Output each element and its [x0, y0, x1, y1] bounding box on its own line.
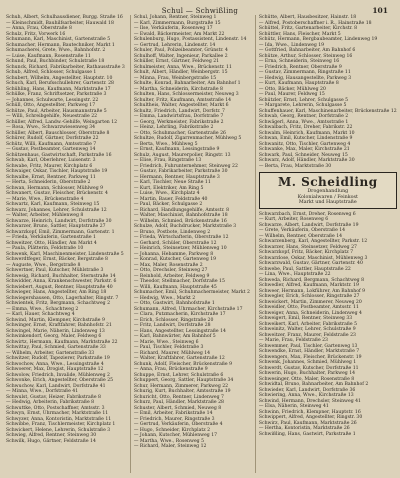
directory-entry: Schwanke, Max, Maler, Kirchstraße 21: [258, 147, 350, 152]
directory-entry: Schulhoff, Walter, Ingenieur, Parkallee 2: [133, 53, 228, 59]
directory-entry: — Emma, Landwirtsfrau, Dorfstraße 7: [133, 114, 224, 119]
directory-entry: Schulenburg, Hugo, Postassistent, Lindenstr. 14: [133, 37, 247, 42]
directory-entry: Schwoerer, Max, Drogist, Hauptstraße 12: [6, 367, 104, 372]
directory-entry: Schwedler, Alfred, Kaufmann, Marktstr. 19: [258, 283, 359, 288]
directory-entry: — Herta, Schneiderin, Oberstraße 2: [6, 180, 91, 185]
directory-entry: Schüller, Ernst, Gärtner, Feldweg 21: [133, 59, 220, 64]
directory-entry: — Johannes, Schulwarte, Lessingstr. 22: [6, 97, 99, 103]
directory-entry: Schwarzlose, Oskar, Maschinist, Mühlenweg 3: [258, 255, 368, 261]
ad-line: Kolonialwaren / Feinkost: [297, 194, 358, 200]
column-2: [130, 15, 250, 473]
directory-entry: — Lina, Wwe., Hauptstraße 22: [258, 272, 331, 277]
directory-entry: Schwarzer, Bruno, Sattler, Hauptstraße 27: [6, 224, 106, 229]
directory-entry: Schunk, Adolf, Fleischer, Brückenstraße 9: [133, 361, 233, 367]
directory-entry: — Georg, Werkmeister, Fabrikstraße 2: [133, 119, 224, 125]
directory-entry: — Willi, Kaufmann, Hauptstraße 45: [133, 284, 217, 290]
directory-entry: Schützler, Ernst, Lehrer, Schulgasse 5: [258, 97, 349, 103]
directory-entry: Schwesig, Richard, Buchhalter, Sternstraße 14: [6, 273, 116, 279]
directory-entry: Schweiger, Anna, Schneiderin, Lindenweg 4: [258, 310, 362, 316]
directory-entry: — Grete, Verkäuferin, Oberstraße 14: [258, 228, 346, 233]
directory-entry: Schuppe, Ernst, Lehrer, Schulstraße 6: [133, 372, 224, 378]
directory-entry: — Hugo, Schneider, Kirchplatz 2: [133, 427, 211, 433]
directory-entry: — Emil, Arbeiter, Fabrikstraße 14: [133, 411, 213, 416]
directory-entry: Schwarzbach, Ernst, Dreher, Rosenweg 6: [258, 211, 356, 217]
running-title: Schul — Schwißling: [161, 7, 239, 15]
directory-entry: Schulte, Konrad, Bahnarbeiter, Am Bahnhof 1: [133, 81, 241, 86]
directory-entry: Schuppert, Georg, Sattler, Hauptstraße 34: [133, 378, 234, 383]
directory-entry: Schweer, Hermann, Lokführer, Am Bahnhof 9: [258, 288, 366, 294]
directory-entry: — Paula, Plätterin, Feldstraße 10: [6, 246, 84, 251]
directory-entry: Schwilk, Hugo, Gärtner, Feldstraße 14: [6, 438, 96, 444]
directory-entry: — Alfred, Postoberschaffner i. R., Hainstraße 18: [258, 20, 372, 26]
directory-entry: — Karl, Bahnwärter, Am Bahnhof 5: [133, 334, 216, 339]
directory-entry: Schwarz, Johannes, Lehrer, Schulstraße 12: [6, 207, 107, 213]
directory-entry: Schwientek, Fritz, Bergmann, Schachtweg 2: [6, 301, 110, 306]
directory-entry: Schunck, Richard, Fabrikarbeiter, Rathausstraße 3: [6, 64, 125, 70]
directory-entry: Schwind, Martin, Klempner, Kirchstraße 9: [6, 317, 105, 323]
directory-entry: Schulten, Hans, Schlossermeister, Neuweg 3: [133, 92, 239, 97]
directory-entry: Schwenk, Karl, Maschinenmeister, Lindenstraße 5: [6, 251, 124, 257]
directory-entry: Schütz, Hermann, Bergbaubeamter, Lindenweg 19: [258, 37, 378, 42]
directory-entry: — Max, Maler, Rosenstraße 2: [133, 262, 203, 268]
directory-entry: — Clara, Putzmacherin, Kirchstraße 17: [133, 312, 226, 317]
column-3: [255, 15, 397, 473]
directory-entry: Schüttel, Fritz, Gartenarbeiter, Kirchstr. 8: [258, 26, 358, 31]
directory-entry: — Marie, Wwe., Brückenstraße 4: [6, 196, 84, 202]
directory-entry: Schulmeister, Anna, Wwe., Brückenstr. 11: [133, 64, 232, 70]
directory-entry: — Kurt, Arbeiter, Rosenweg 6: [258, 217, 329, 222]
directory-entry: Schwark, Paul, Schneider, Neuweg 15: [258, 152, 348, 158]
directory-entry: — Marie, Wwe., Steinweg 6: [133, 339, 199, 345]
directory-entry: — Fritz, Landwirt, Dorfstraße 28: [133, 323, 211, 328]
directory-entry: Schwarz, Adolf, Händler, Marktstraße 30: [258, 158, 355, 163]
directory-entry: — Gerhard, Schüler, Oberstraße 12: [133, 240, 217, 246]
directory-entry: Schumacher, Hermann, Bautechniker, Markt 1: [6, 42, 115, 48]
directory-entry: Schwuttke, Otto, Postschaffner, Amtsstr. 3: [6, 405, 105, 411]
directory-entry: Schwieder, Karl, Landwirt, Dorfstraße 36: [258, 387, 356, 393]
directory-entry: Schüller, Albert, Bauschlosser, Oberstraße 8: [6, 130, 110, 136]
directory-entry: — Berta, Wwe., Mühlweg 5: [133, 141, 198, 147]
directory-entry: Schul, Johann, Rentner, Steinweg 1: [133, 15, 217, 20]
directory-entry: — Richard, Handlungsgehilfe, Amtsstr. 8: [133, 207, 229, 213]
directory-entry: Schwulst, Gustav, Heizer, Fabrikstraße 8: [6, 394, 101, 400]
directory-entry: — Willi, Schreibgehilfe, Neuestraße 22: [6, 114, 98, 119]
directory-entry: — Gustav, Zimmermann, Ringstraße 11: [258, 70, 351, 75]
directory-entry: Schuh, Albert, Schulhausdiener, Burgg. Straße 16: [6, 15, 123, 20]
directory-entry: Schweidler, Otto, Postbeamter, Amtsstr. 11: [258, 305, 359, 310]
directory-entry: — Karl, Tischler, Neue Straße 11: [133, 180, 211, 185]
directory-entry: Schwarzwald, Gustav, Gärtner, Gartenstr. 40: [258, 261, 363, 266]
directory-entry: Schwittay, Paul, Schmied, Gartenstraße 33: [6, 345, 106, 350]
directory-entry: — Friedrich, Maurer, Ringstraße 3: [133, 416, 215, 422]
page-number: 101: [372, 6, 388, 15]
directory-entry: — Kurt, Elektriker, Am Ring 5: [133, 185, 204, 191]
directory-entry: Schumann, Karl, Maschinist, Gartenstraße 5: [6, 37, 111, 42]
directory-entry: Schürer, Rudolf, Gärtner, Dorfstraße 22: [6, 136, 99, 141]
directory-entry: Schweitzer, Franz, Maurer, Feldstraße 23: [258, 332, 356, 338]
directory-entry: — Heinz, Lehrling, Fabrikstraße 2: [133, 125, 214, 130]
directory-entry: Schuffenhauer, Karl, Maschinenarbeiter, Brückenstraße 12: [258, 108, 397, 114]
directory-entry: Schwanert, Gustav, Fleischer, Brückenstr. 4: [6, 191, 108, 196]
directory-entry: — Paul, Bäcker, Schulgasse 2: [133, 202, 203, 207]
directory-entry: Schwengers, Max, Fleischer, Brückenstr. 19: [258, 354, 362, 360]
directory-entry: Schütze, Paul, Arbeiter, Hausmannstraße 5: [6, 108, 107, 114]
directory-entry: Schwarzkopf, Emil, Zimmermann, Gartenstr. 1: [6, 229, 115, 235]
directory-entry: Schwertner, Paul, Kutscher, Mühlstraße 3: [6, 268, 104, 273]
directory-entry: — Auguste, Wwe., Bergstraße 8: [6, 262, 81, 268]
directory-entry: — Anna, Frau, Brückenstraße 9: [133, 367, 208, 372]
directory-entry: Schwab, Karl, Oberlehrer, Luisenstr. 3: [6, 158, 96, 163]
directory-entry: — Otto, Drechsler, Steinweg 27: [133, 268, 208, 273]
directory-entry: Schwind, Hermann, Drechsler, Steinweg 41: [258, 398, 361, 404]
directory-entry: Schumacher, Emil, Schuhmachermeister, Markt 2: [133, 290, 250, 295]
directory-entry: — Elise, Frau, Ringstraße 13: [133, 158, 202, 163]
directory-entry: Schwingel, Marie, Näherin, Lindenweg 13: [6, 328, 105, 334]
directory-entry: Schülke, Franz, Schriftsetzer, Parkstraße 3: [6, 92, 107, 97]
directory-entry: — Hedwig, Arbeiterin, Fabrikstraße 8: [6, 400, 95, 405]
directory-entry: — Hertha, Kontoristin, Marktstraße 26: [258, 426, 350, 431]
directory-entry: Schwuchow, Karl, Landwirt, Dorfstraße 41: [6, 383, 106, 389]
directory-entry: — Ida, Wwe., Lindenweg 19: [258, 42, 325, 48]
directory-entry: Schumacherei, Grete, Wwe., Bahnhofstr. 2: [6, 48, 106, 53]
directory-entry: Schwyn, Ernst, Uhrmacher, Marktstraße 11: [6, 411, 109, 416]
directory-entry: — Reinhold, Arbeiter, Feldweg 9: [133, 273, 210, 279]
directory-entry: — Johanna, Hebamme, Parkweg 8: [133, 251, 214, 257]
directory-entry: — Ernst, Kaufmann, Lessingstraße 9: [133, 147, 220, 152]
directory-entry: — Gertrud, Verkäuferin, Oberstraße 4: [133, 422, 223, 427]
directory-entry: — Emma, Wwe., Schachtweg 2: [6, 306, 79, 312]
directory-entry: Schultheis, Walter, Angestellter, Markt 6: [133, 103, 229, 108]
directory-entry: — Wilhelm, Rentner, Oberstraße 14: [258, 233, 343, 239]
directory-entry: Schurig, Kurt, Buchhalter, Amtsstraße 19: [133, 389, 231, 394]
directory-entry: — Paul, Tischler, Feldstraße 3: [133, 345, 204, 350]
directory-entry: Schütte, Albert, Hausbesitzer, Hainstr. 18: [258, 15, 357, 20]
directory-entry: — Karl, Hauer, Schachtweg 4: [6, 312, 75, 317]
directory-entry: Schweikert, Karl, Arbeiter, Fabrikstraße 5: [258, 321, 358, 327]
directory-entry: Schwarzkopf, Fritz, Bäcker, Kirchplatz 7: [258, 250, 354, 255]
directory-entry: — Otto, Schuhmacher, Gartenstraße 26: [133, 130, 226, 136]
directory-entry: — Luise, Wwe., Kirchplatz 4: [133, 191, 200, 196]
directory-entry: Schwinger, Ernst, Kraftfahrer, Bahnhofstr. 21: [6, 323, 112, 328]
directory-entry: — Hans, Angestellter, Lessingstraße 14: [133, 328, 226, 334]
directory-entry: Schwägerl, Anna, Wwe., Amtsstraße 1: [258, 119, 349, 125]
directory-entry: Schurz, Paul, Händler, Marktstraße 28: [133, 400, 224, 405]
directory-entry: Schwieger, Hans, Angestellter, Am Ring 18: [6, 290, 107, 295]
directory-entry: — Minna, Wwe., Dorfstraße 41: [6, 389, 79, 394]
directory-entry: — Elsa, Näherin, Steinweg 41: [258, 404, 329, 409]
directory-entry: Schwidder, Anna, Krankenschwester, Parkstr. 6: [6, 279, 117, 284]
directory-entry: Schwan, Hermann, Schlosser, Mühlweg 9: [6, 185, 104, 191]
directory-entry: Schüttler, Hans, Fleischer, Markt 5: [258, 31, 341, 37]
directory-entry: Schwiegershausen, Otto, Lagerhalter, Ringstr. 7: [6, 295, 119, 301]
directory-entry: — Kleinschmidt, Bauhilfsarbeiter, Hauwald 18: [6, 20, 114, 26]
directory-entry: — Theodor, Stellmacher, Dorfstraße 15: [133, 279, 225, 284]
column-1: [6, 15, 125, 473]
directory-entry: Schwyzer, Anna, Kontoristin, Marktstraße 11: [6, 416, 112, 422]
directory-entry: Schütze, Arthur, Schlosser, Steinweg 16: [258, 53, 353, 59]
directory-entry: — Gottfried, Bahnarbeiter, Am Bahnhof 6: [258, 48, 356, 53]
directory-entry: Schwanitz, Otto, Tischler, Gartenweg 4: [258, 141, 351, 147]
directory-entry: Schütz, Willi, Kaufmann, Amtsstraße 7: [6, 141, 97, 147]
directory-entry: — Hedwig, Wwe., Markt 2: [133, 295, 196, 301]
ad-line: Drogenhandlung: [307, 189, 349, 194]
directory-entry: Schubert, Wilhelm, Angestellter, Hauptstr. 10: [6, 75, 113, 81]
directory-entry: — Ilse, Verkäuferin, Rosenweg 17: [133, 26, 213, 31]
directory-entry: Schwabe, Fritz, Maurer, Kirchplatz 6: [6, 163, 93, 169]
directory-entry: — Konrad, Kutscher, Gartenweg 19: [133, 257, 217, 262]
directory-entry: — Minna, Frau, Weinbergstraße 15: [133, 75, 217, 81]
directory-entry: — Heinrich, Steinsetzer, Mühlenweg 10: [133, 246, 227, 251]
directory-entry: — Gustav, Postbeamter, Gartenweg 14: [6, 147, 96, 152]
directory-entry: — Karl, Zimmermann, Burgstraße 15: [133, 20, 221, 26]
directory-entry: Schwickert, Helene, Lehrerin, Schulstraße 3: [6, 427, 111, 433]
directory-entry: Schwarze, Heinrich, Landwirt, Dorfstraße 30: [6, 218, 112, 224]
directory-entry: Schwan, Emil, Kutscher, Lindenstraße 9: [258, 136, 353, 141]
directory-entry: Schwesinger, Otto, Maler, Rosenstraße 8: [258, 376, 355, 382]
directory-entry: Schur, Hermann, Zimmerer, Parkweg 22: [133, 383, 229, 389]
columns-container: [6, 15, 397, 473]
directory-entry: Schützenhaus, Gastwirtschaft, Parkstraße 16: [6, 152, 112, 158]
directory-entry: Schweitzer, Otto, Händler, Am Markt 4: [6, 240, 97, 246]
directory-entry: Schwarze, Albert, Landwirt, Dorfstraße 19: [258, 222, 359, 228]
directory-entry: Schwegler, Erich, Schlosser, Ringstraße 27: [258, 294, 360, 299]
directory-entry: Schulze, Adolf, Buchdrucker, Marktstraße 3: [133, 224, 237, 229]
directory-entry: Schwidtal, Bruno, Bahnarbeiter, Am Bahnhof 2: [258, 382, 369, 387]
directory-entry: — Walter, Kraftfahrer, Gartenstraße 12: [133, 356, 225, 361]
directory-entry: Schuler, Paul, Polizeibeamter, Grünstr. 4: [133, 48, 228, 53]
directory-entry: Schwiebert, August, Rentner, Hauptstraße 40: [6, 284, 113, 290]
directory-entry: Schwinkendorf, Georg, Maler, Feldweg 6: [6, 334, 102, 339]
directory-entry: — Hedwig, Hausangestellte, Parkweg 3: [258, 75, 352, 81]
directory-entry: — Ewald, Bäckermeister, Am Markt 22: [133, 31, 225, 37]
directory-entry: — Richard, Maurer, Mühlweg 14: [133, 350, 211, 356]
directory-entry: Schulter, Fritz, Kaufmann, Amtsstraße 14: [133, 97, 232, 103]
directory-entry: Schwippert, Alfred, Angestellter, Ringstr. 30: [258, 415, 363, 420]
directory-entry: Schwieg, Alfred, Rentner, Steinweg 30: [6, 433, 97, 438]
directory-entry: — Martha, Wwe., Rosenweg 5: [133, 438, 204, 444]
directory-entry: — Anna, Frau, Oberstraße 8: [6, 26, 72, 31]
directory-entry: Schwartz, Karl, Kaufmann, Steinweg 15: [6, 202, 100, 207]
directory-entry: Schweickert, Martin, Zimmerer, Neuweg 20: [258, 299, 362, 305]
directory-entry: — Paul, Maurer, Feldweg 15: [258, 92, 325, 97]
directory-entry: Schuch, Karl, Berufsschullehrer, Gartenstr. 28: [6, 81, 114, 86]
directory-entry: — Richard, Maler, Steinweg 12: [133, 444, 207, 449]
directory-entry: Schwaiger, Oskar, Tischler, Hauptstraße 19: [6, 169, 108, 174]
directory-entry: Schultze, Rudolf, Zigarrenmacher, Mühlweg 5: [133, 136, 242, 141]
directory-entry: Schwarzer, Hans, Steinsetzer, Feldweg 27: [258, 244, 357, 250]
directory-entry: Schwißling, Hans, Gastwirt, Parkstraße 1: [258, 431, 356, 437]
directory-entry: — Friedrich, Rentner, Oberstraße 9: [258, 64, 342, 70]
directory-entry: — Gertrud, Lehrerin, Lindenstr. 14: [133, 42, 216, 48]
directory-entry: — Erich, Schlosser, Ringstraße 20: [133, 317, 214, 323]
directory-entry: Schwinn, Friedrich, Klempner, Hauptstr. 16: [258, 409, 361, 415]
directory-entry: — Walter, Maschinist, Bahnhofstraße 18: [133, 213, 228, 218]
directory-entry: Schüll, Otto, Angestellter, Parkweg 17: [6, 103, 96, 108]
directory-entry: — Bruno, Postbote, Lindenweg 2: [133, 229, 211, 235]
directory-entry: — Martin, Bauer, Feldstraße 40: [133, 196, 208, 202]
directory-entry: — Kurt, Kaufmann, Hauptstraße 8: [258, 81, 339, 86]
directory-entry: Schweigert, Emil, Rentner, Steinweg 33: [258, 316, 353, 321]
directory-entry: — Martha, Schneiderin, Kirchstraße 8: [133, 86, 223, 92]
directory-entry: — Gustav, Fabrikarbeiter, Parkstraße 30: [133, 169, 228, 174]
directory-entry: — Hermann, Rentner, Hauptstraße 3: [133, 174, 220, 180]
directory-entry: Schwenk, Johannes, Schmied, Mühlweg 1: [258, 360, 357, 365]
directory-entry: — Erna, Schneiderin, Steinweg 16: [258, 59, 340, 64]
directory-entry: Schwitzer, Rudolf, Tapezierer, Parkstraße 19: [6, 356, 110, 361]
directory-entry: Schwonke, Erich, Angestellter, Oberstraße 25: [6, 378, 114, 383]
directory-entry: Schwerdtfeger, Ernst, Bäcker, Bergstraße 8: [6, 257, 108, 262]
directory-entry: — Otto, Bäcker, Mühlweg 20: [258, 86, 326, 92]
advertisement-box: [259, 172, 397, 209]
directory-entry: — Berta, Frau, Marktstraße 30: [258, 163, 332, 169]
directory-entry: Schwalbach, Fritz, Dreher, Fabrikstr. 22: [258, 125, 353, 130]
directory-entry: Schwab, Georg, Rentner, Dorfstraße 2: [258, 114, 349, 119]
directory-entry: Schwirz, Paul, Kaufmann, Marktstraße 26: [258, 420, 357, 426]
directory-entry: Schüller, Alfred, Landw.-Gehilfe, Weingarten 12: [6, 119, 118, 125]
page-header: [0, 2, 400, 16]
directory-entry: Schwerin, Hugo, Buchhalter, Parkweg 14: [258, 371, 356, 376]
directory-entry: — Wilhelm, Schmied, Brückenstraße 16: [133, 218, 227, 224]
directory-entry: Schwibbe, Franz, Tischlermeister, Kirchplatz 1: [6, 422, 116, 427]
directory-entry: Schwerdt, Gustav, Kutscher, Dorfstraße 11: [258, 365, 359, 371]
directory-entry: Schwarzenberg, Karl, Angestellter, Parkstr. 12: [258, 239, 368, 244]
directory-entry: Schund, Paul, Buchbinder, Schulstraße 18: [6, 59, 105, 64]
directory-entry: Schwalbe, Ernst, Rentner, Parkweg 11: [6, 174, 96, 180]
directory-entry: Schwochow, Anna, Wwe., Lessingstraße 4: [6, 361, 104, 367]
directory-entry: — Rosa, Wwe., Schwarzwiesenweg 34: [6, 125, 96, 130]
directory-entry: Schub, Alfred, Schlosser, Schulgasse 1: [6, 70, 97, 75]
directory-entry: Schwendke, Ernst, Händler, Marktstraße 7: [258, 349, 360, 354]
directory-entry: — Frieda, Verkäuferin, Gartenstraße 1: [6, 235, 96, 240]
directory-entry: Schumann, Alfred, Uhrmacher, Kirchstraße 17: [133, 306, 243, 312]
directory-entry: Schwebe, Paul, Sattler, Hauptstraße 22: [258, 266, 351, 272]
directory-entry: — Walter, Arbeiter, Mühlenweg 8: [6, 213, 84, 218]
directory-entry: Schulz, Fritz, Vorwerk 16: [6, 31, 66, 37]
directory-entry: — Luise, Kaufmann, Rosenstraße 11: [6, 53, 91, 59]
directory-entry: Schwemmer, Paul, Tischler, Gartenweg 13: [258, 343, 358, 349]
directory-entry: — Friedrich, Fuhrunternehmer, Steinweg 22: [133, 163, 238, 169]
directory-entry: Schultz, Friedrich, Landwirt, Dorfstr. 7: [133, 108, 225, 114]
directory-entry: — Margarete, Lehrerin, Schulgasse 5: [258, 103, 347, 108]
directory-entry: Schweda, Richard, Bergmann, Schachtweg 8: [258, 277, 364, 283]
directory-entry: Schult, Albert, Händler, Weinbergstr. 15: [133, 70, 228, 75]
directory-entry: — Johann, Kutscher, Mühlenweg 17: [133, 433, 218, 438]
directory-entry: Schwalm, Heinrich, Kaufmann, Markt 10: [258, 130, 355, 136]
directory-entry: Schühling, Hans, Kaufmann, Marktstraße 17: [6, 86, 111, 92]
ad-line: Markt und Hauptstraße: [298, 200, 357, 205]
directory-entry: Schuricht, Otto, Rentner, Lindenweg 7: [133, 394, 224, 400]
directory-entry: Schulz, August, Maurerpolier, Ringstr. 13: [133, 152, 231, 158]
directory-entry: — Marie, Frau, Feldstraße 23: [258, 338, 328, 343]
ad-title: M. Scheidling: [277, 175, 378, 189]
directory-entry: — Otto, Gastwirt, Bahnhofstraße 1: [133, 301, 215, 306]
directory-entry: — Wilhelm, Arbeiter, Gartenstraße 33: [6, 350, 95, 356]
directory-entry: Schwirtz, Hermann, Kaufmann, Marktstraße 22: [6, 339, 118, 345]
directory-entry: Schwolow, Friedrich, Invalide, Mühlenweg 2: [6, 372, 110, 378]
directory-entry: — Frieda, Wirtschafterin, Oberstraße 12: [133, 235, 229, 240]
directory-entry: Schuster, Albert, Schmied, Neuweg 8: [133, 405, 222, 411]
directory-entry: Schweinitz, Walter, Lehrer, Schulstraße 9: [258, 327, 356, 332]
directory-entry: Schwiering, Anna, Wwe., Kirchstraße 13: [258, 393, 354, 398]
